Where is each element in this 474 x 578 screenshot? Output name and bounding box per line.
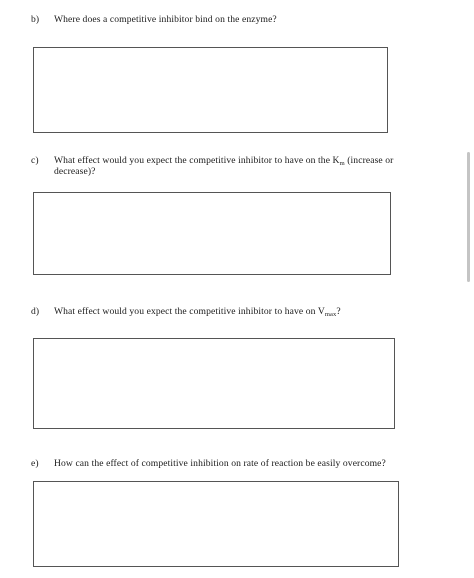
question-b-letter: b) — [31, 14, 40, 25]
question-d-text — [54, 306, 424, 317]
question-b — [31, 14, 424, 25]
question-c-letter: c) — [31, 155, 39, 166]
answer-box-e[interactable] — [33, 481, 399, 567]
question-d — [31, 306, 424, 317]
question-d-subscript: max — [324, 311, 337, 318]
question-e-text: How can the effect of competitive inhibition on rate of reaction be easily overcome? — [54, 458, 386, 469]
question-e — [31, 458, 424, 469]
question-c-text-after: (increase or decrease)? — [54, 155, 394, 177]
question-d-text-before: What effect would you expect the competitive inhibitor to have on V — [54, 306, 325, 317]
answer-box-b[interactable] — [33, 47, 388, 133]
question-d-text-after: ? — [336, 306, 341, 317]
question-d-letter: d) — [31, 306, 40, 317]
question-c-subscript: m — [339, 160, 345, 167]
answer-box-d[interactable] — [33, 338, 395, 429]
question-e-letter: e) — [31, 458, 39, 469]
question-c-text — [54, 155, 424, 177]
answer-box-c[interactable] — [33, 192, 391, 275]
question-c-text-before: What effect would you expect the competitive inhibitor to have on the K — [54, 155, 340, 166]
scrollbar[interactable] — [467, 152, 470, 282]
question-b-text: Where does a competitive inhibitor bind on the enzyme? — [54, 14, 277, 25]
question-c — [31, 155, 424, 177]
